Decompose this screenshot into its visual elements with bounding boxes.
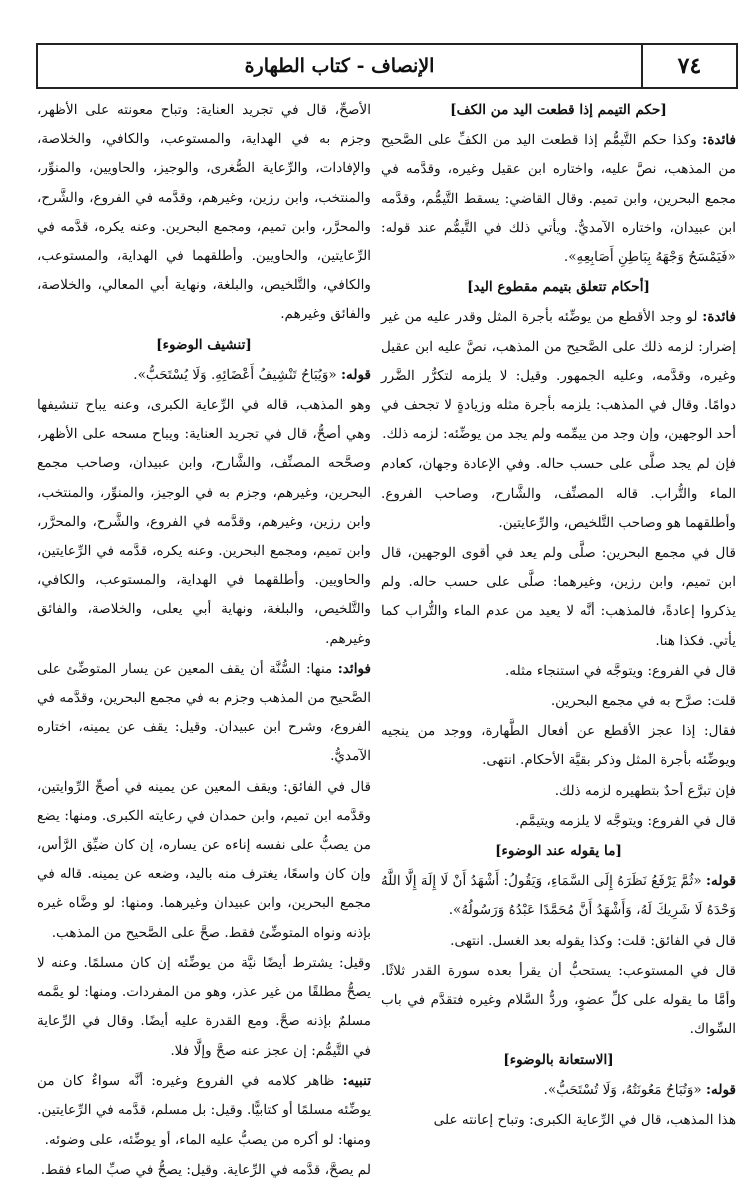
paragraph-text: قال في مجمع البحرين: صلَّى ولم يعد في أقوى الوجهين، قال ابن تميم، وابن رزين، وغيرهما: صلَّى على حسب حاله. ولم يذكروا إعادةً، فالمذهب: أنَّه لا يعيد من عدم الماء والتُّراب كما يأتي. فكذا هنا. [381,545,736,649]
paragraph [37,1126,371,1155]
section-heading: [تنشيف الوضوء] [156,336,252,353]
paragraph-text: منها: السُّنَّة أن يقف المعين عن يسار المتوضِّئ على الصَّحيح من المذهب وجزم به في مجمع البحرين، وقدَّمه في الفروع، وشرح ابن عبيدان. وقيل: يقف عن يمينه، اختاره الآمديُّ. [37,660,371,765]
paragraph-text: قال في الفروع: ويتوجَّه لا يلزمه ويتيمَّم. [515,812,736,829]
paragraph [37,391,371,654]
paragraph [37,773,371,948]
paragraph [381,1106,736,1135]
paragraph [37,949,371,1066]
paragraph-text: «وَيُبَاحُ تَنْشِيفُ أَعْضَائِهِ. وَلَا يُسْتَحَبُّ». [133,366,342,383]
paragraph-text: فإن تبرَّع أحدٌ بتطهيره لزمه ذلك. [554,782,736,799]
paragraph-text: ومنها: لو أكره من يصبُّ عليه الماء، أو يوضِّئه، على وضوئه. [44,1132,371,1149]
paragraph [381,807,736,836]
left-text-column [37,96,371,1179]
paragraph-text: لو وجد الأقطع من يوضِّئه بأجرة المثل وقدر عليه من غير إضرار: لزمه ذلك على الصَّحيح من المذهب، نصَّ عليه ابن عقيل وغيره، وقدَّمه، وعليه الجمهور. وقيل: لا يلزمه لتكرُّر الضَّرر دوامًا. وقال في المذهب: يلزمه بأجرة مثله وزيادةٍ لا تجحف في أحد الوجهين، وإن وجد من ييمِّمه ولم يجد من يوضِّئه: لزمه ذلك. [381,309,736,443]
section-heading: [الاستعانة بالوضوء] [503,1051,614,1068]
paragraph [381,957,736,1045]
right-text-column [381,96,736,1128]
paragraph-text: «وَتُبَاحُ مَعُونَتُهُ، وَلَا تُسْتَحَبُّ». [543,1081,707,1098]
paragraph-text: فإن لم يجد صلَّى على حسب حاله. وفي الإعادة وجهان، كعادم الماء والتُّراب. قاله المصنِّف، والشَّارح، وصاحب الفروع. وأطلقهما هو وصاحب التَّلخيص، والرِّعايتين. [381,456,736,531]
paragraph-text: وهو المذهب، قاله في الرِّعاية الكبرى، وعنه يباح تنشيفها وهي أصحُّ، قال في تجريد العناية: ويباح مسحه على الأظهر، وصحَّحه المصنِّف، والشَّارح، وابن عبيدان، وصاحب مجمع البحرين، وغيرهم، وجزم به في الوجيز، والمنوِّر، والمنتخب، وابن رزين، وغيرهم، وقدَّمه في الفروع، والشَّرح، والمحرَّر، وابن تميم، ومجمع البحرين. وعنه يكره، قدَّمه في الرِّعايتين، والحاويين. وأطلقهما في الهداية، والمستوعب، والكافي، والتَّلخيص، والبلغة، ونهاية أبي يعلى، والخلاصة، والفائق وغيرهم. [37,397,371,647]
paragraph-lead: فائدة: [702,132,736,149]
paragraph-text: الأصحِّ، قال في تجريد العناية: وتباح معونته على الأظهر، وجزم به في الهداية، والمستوعب، والكافي، والخلاصة، والإفادات، والرِّعاية الصُّغرى، والوجيز، والحاويين، والمنوِّر، والمنتخب، وابن رزين، وغيرهم، وقدَّمه في الفروع، والشَّرح، والمحرَّر، وابن تميم، ومجمع البحرين. وعنه يكره، قدَّمه في الرِّعايتين، والحاويين. وأطلقهما في الهداية، والمستوعب، والكافي، والتَّلخيص، والبلغة، ونهاية أبي المعالي، والخلاصة، والفائق وغيرهم. [37,102,371,323]
paragraph-text: قال في الفائق: قلت: وكذا يقوله بعد الغسل. انتهى. [450,932,736,949]
paragraph [381,687,736,716]
running-title: الإنصاف - كتاب الطهارة [244,55,435,77]
paragraph [37,1067,371,1125]
paragraph-text: «ثُمَّ يَرْفَعُ نَظَرَهُ إِلَى السَّمَاءِ، وَيَقُولُ: أَشْهَدُ أَنْ لَا إِلَهَ إِلَّا اللَّهُ وَحْدَهُ لَا شَرِيكَ لَهُ، وَأَشْهَدُ أَنَّ مُحَمَّدًا عَبْدُهُ وَرَسُولُهُ». [381,873,736,919]
paragraph [381,303,736,449]
page-number: ٧٤ [641,45,736,87]
paragraph [381,450,736,538]
paragraph-text: ظاهر كلامه في الفروع وغيره: أنَّه سواءٌ كان من يوضِّئه مسلمًا أو كتابيًّا. وقيل: بل مسلم، قدَّمه في الرِّعايتين. [37,1072,371,1118]
paragraph [37,655,371,772]
paragraph [37,1156,371,1185]
paragraph-text: قال في المستوعب: يستحبُّ أن يقرأ بعده سورة القدر ثلاثًا. وأمَّا ما يقوله على كلِّ عضوٍ، وردُّ السَّلام وغيره فتقدَّم في باب السِّواك. [381,962,736,1038]
paragraph-lead: قوله: [706,873,736,890]
paragraph [381,657,736,686]
paragraph [37,96,371,330]
section-heading: [ما يقوله عند الوضوء] [495,843,622,860]
paragraph-text: هذا المذهب، قال في الرِّعاية الكبرى: وتباح إعانته على [433,1111,736,1128]
section-heading: [أحكام تتعلق بتيمم مقطوع اليد] [467,279,650,296]
paragraph-text: لم يصحَّ، قدَّمه في الرِّعاية. وقيل: يصحُّ في صبِّ الماء فقط. [40,1162,371,1179]
paragraph-lead: فوائد: [337,660,371,677]
section-heading: [حكم التيمم إذا قطعت اليد من الكف] [450,102,667,118]
paragraph [381,126,736,272]
page-header [36,43,738,89]
paragraph-text: قال في الفائق: ويقف المعين عن يمينه في أصحِّ الرِّوايتين، وقدَّمه ابن تميم، وابن حمدان في رعايته الكبرى. ومنها: يضع من يصبُّ على نفسه إناءه عن يساره، إن كان ضيِّق الرَّأس، وإن كان واسعًا، يغترف منه باليد، وضعه عن يمينه. قاله في مجمع البحرين، وابن عبيدان وغيرهما. ومنها: لو وضَّاه غيره بإذنه ونواه المتوضِّئ فقط. صحَّ على الصَّحيح من المذهب. [37,778,371,941]
paragraph [37,361,371,390]
paragraph-lead: قوله: [341,366,371,383]
paragraph-lead: فائدة: [702,309,736,326]
paragraph-text: قال في الفروع: ويتوجَّه في استنجاء مثله. [505,662,736,679]
paragraph [381,867,736,925]
paragraph [381,927,736,956]
paragraph-text: فقال: إذا عجز الأقطع عن أفعال الطَّهارة، ووجد من ينجيه ويوضِّئه بأجرة المثل وذكر بقيَّة الأحكام. انتهى. [381,723,736,769]
paragraph-text: قلت: صرَّح به في مجمع البحرين. [550,693,736,710]
paragraph-text: وكذا حكم التَّيمُّم إذا قطعت اليد من الكفِّ على الصَّحيح من المذهب، نصَّ عليه، واختاره ابن عقيل وغيره، وقدَّمه في مجمع البحرين، وابن تميم. وقال القاضي: يسقط التَّيمُّم، وقدَّمه ابن عبيدان، واختاره الآمديُّ. ويأتي ذلك في التَّيمُّم عند قوله: «فَيَمْسَحُ وَجْهَهُ بِبَاطِنِ أَصَابِعِهِ». [381,132,736,266]
paragraph-lead: تنبيه: [342,1072,371,1089]
paragraph [381,777,736,806]
paragraph-text: وقيل: يشترط أيضًا نيَّة من يوضِّئه إن كان مسلمًا. وعنه لا يصحُّ مطلقًا من غير عذر، وهو من المفردات. ومنها: لو يمَّمه مسلمٌ بإذنه صحَّ. ومع القدرة عليه أيضًا. وقال في الرِّعاية في التَّيمُّم: إن عجز عنه صحَّ وإلَّا فلا. [37,954,371,1059]
paragraph-lead: قوله: [706,1081,736,1098]
paragraph [381,539,736,656]
paragraph [381,717,736,775]
paragraph [381,1076,736,1105]
